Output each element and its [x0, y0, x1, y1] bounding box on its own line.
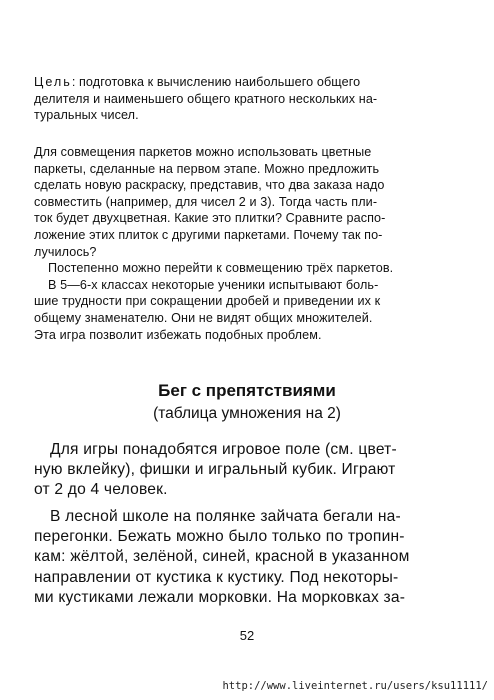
text-line: от 2 до 4 человек.	[34, 481, 168, 499]
text-line: ную вклейку), фишки и игральный кубик. Играют	[34, 461, 396, 479]
text-line: паркеты, сделанные на первом этапе. Можно предложить	[34, 161, 380, 176]
text-line: В лесной школе на полянке зайчата бегали на-	[50, 508, 401, 525]
section-title: Бег с препятствиями	[158, 381, 336, 400]
text-line: Для совмещения паркетов можно использовать цветные	[34, 145, 372, 159]
section-subtitle: (таблица умножения на 2)	[153, 405, 341, 422]
paragraph-game-setup	[34, 440, 454, 501]
text-line: ложение этих плиток с другими паркетами. Почему так по-	[34, 227, 383, 242]
text-line: общему знаменателю. Они не видят общих множителей.	[34, 310, 373, 325]
watermark-url: http://www.liveinternet.ru/users/ksu11111/	[222, 680, 488, 692]
paragraph-forest-school	[34, 507, 454, 608]
text-line: Для игры понадобятся игровое поле (см. цвет-	[50, 441, 397, 458]
goal-line-3: туральных чисел.	[34, 108, 139, 123]
text-line: кам: жёлтой, зелёной, синей, красной в указанном	[34, 548, 410, 566]
page-number: 52	[239, 628, 255, 643]
goal-line-1: Цель: подготовка к вычислению наибольшего общего	[34, 75, 361, 89]
text-line: шие трудности при сокращении дробей и приведении их к	[34, 294, 381, 309]
text-line: перегонки. Бежать можно было только по тропин-	[34, 528, 405, 546]
text-line: сделать новую раскраску, представив, что два заказа надо	[34, 178, 385, 193]
text-line: ми кустиками лежали морковки. На морковках за-	[34, 588, 406, 606]
goal-paragraph	[34, 74, 454, 124]
text-line: ток будет двухцветная. Какие это плитки? Сравните распо-	[34, 211, 386, 226]
text-line: лучилось?	[34, 244, 97, 259]
text-line: Эта игра позволит избежать подобных проблем.	[34, 327, 322, 342]
goal-line-2: делителя и наименьшего общего кратного нескольких на-	[34, 91, 378, 106]
text-line: В 5—6-х классах некоторые ученики испытывают боль-	[48, 277, 379, 292]
text-line: направлении от кустика к кустику. Под некоторы-	[34, 568, 399, 586]
paragraph-three-parquets: Постепенно можно перейти к совмещению трёх паркетов.	[48, 261, 394, 276]
paragraph-parquet-combination	[34, 144, 454, 343]
goal-label: Цель	[34, 75, 72, 89]
text-line: совместить (например, для чисел 2 и 3). Тогда часть пли-	[34, 194, 378, 209]
